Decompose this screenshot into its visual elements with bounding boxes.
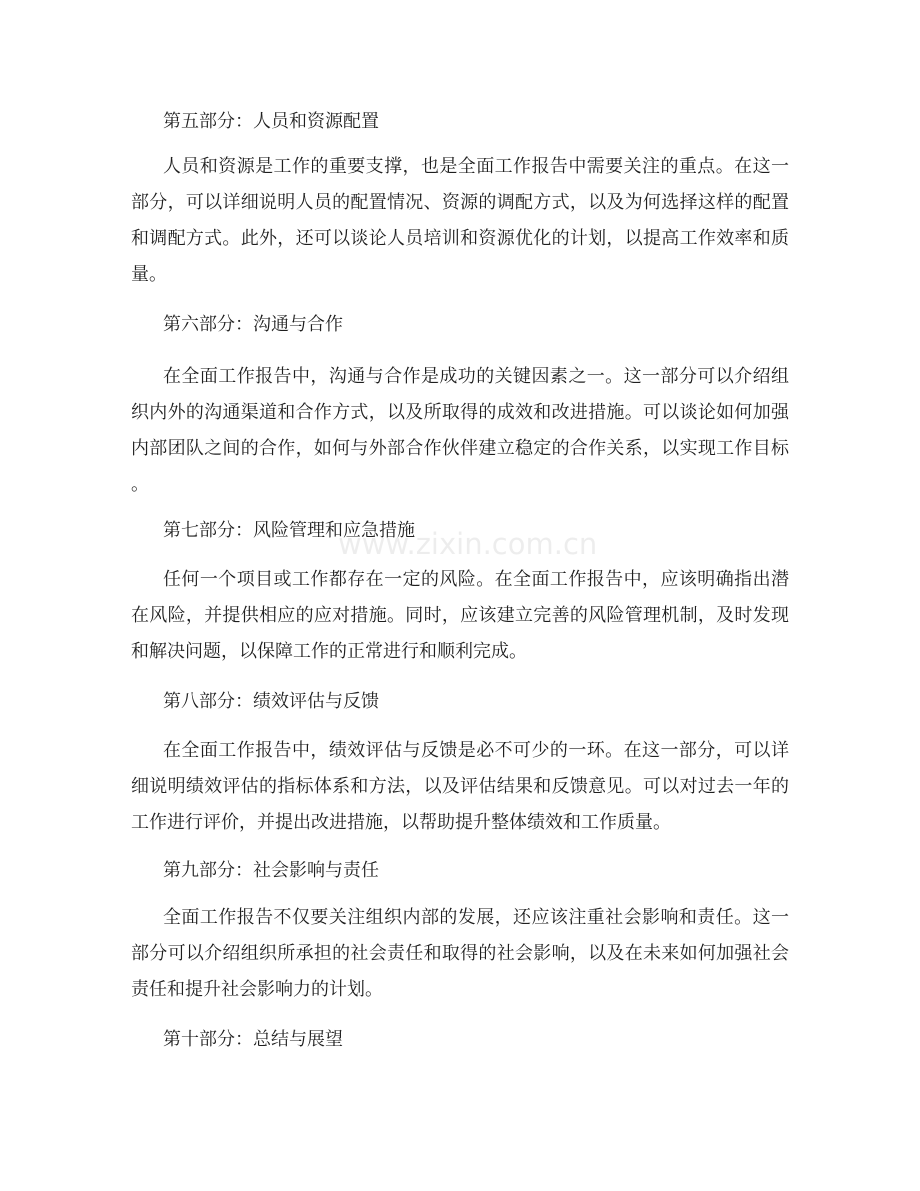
section-heading: 第七部分：风险管理和应急措施 [163,520,415,541]
paragraph [131,900,789,1008]
paragraph-line: 在风险，并提供相应的应对措施。同时，应该建立完善的风险管理机制，及时发现 [131,605,789,626]
paragraph-line: 部分可以介绍组织所承担的社会责任和取得的社会影响，以及在未来如何加强社会 [131,943,789,964]
paragraph [131,562,789,670]
section-heading: 第十部分：总结与展望 [163,1029,343,1050]
paragraph-line: 和解决问题，以保障工作的正常进行和顺利完成。 [131,641,527,662]
paragraph-line: 在全面工作报告中，沟通与合作是成功的关键因素之一。这一部分可以介绍组 [163,366,789,387]
paragraph-line: 工作进行评价，并提出改进措施，以帮助提升整体绩效和工作质量。 [131,812,671,833]
paragraph-line: 责任和提升社会影响力的计划。 [131,979,383,1000]
paragraph-line: 部分，可以详细说明人员的配置情况、资源的调配方式，以及为何选择这样的配置 [131,192,789,213]
section-heading: 第九部分：社会影响与责任 [163,860,379,881]
section-heading: 第六部分：沟通与合作 [163,314,343,335]
paragraph [131,359,789,503]
paragraph-line: 全面工作报告不仅要关注组织内部的发展，还应该注重社会影响和责任。这一 [163,907,789,928]
paragraph-line: 织内外的沟通渠道和合作方式，以及所取得的成效和改进措施。可以谈论如何加强 [131,402,789,423]
section-heading: 第五部分：人员和资源配置 [163,111,379,132]
section-heading: 第八部分：绩效评估与反馈 [163,691,379,712]
paragraph-line: 和调配方式。此外，还可以谈论人员培训和资源优化的计划，以提高工作效率和质 [131,228,789,249]
paragraph [131,149,789,293]
paragraph-line: 人员和资源是工作的重要支撑，也是全面工作报告中需要关注的重点。在这一 [163,156,789,177]
paragraph-line: 任何一个项目或工作都存在一定的风险。在全面工作报告中，应该明确指出潜 [163,569,789,590]
paragraph-line: 量。 [131,264,167,285]
watermark: www.zixin.com.cn [338,527,598,561]
paragraph-line: 内部团队之间的合作，如何与外部合作伙伴建立稳定的合作关系，以实现工作目标 [131,438,789,459]
paragraph-line: 细说明绩效评估的指标体系和方法，以及评估结果和反馈意见。可以对过去一年的 [131,776,789,797]
paragraph-line: 。 [131,474,149,495]
paragraph [131,733,789,841]
paragraph-line: 在全面工作报告中，绩效评估与反馈是必不可少的一环。在这一部分，可以详 [163,740,789,761]
